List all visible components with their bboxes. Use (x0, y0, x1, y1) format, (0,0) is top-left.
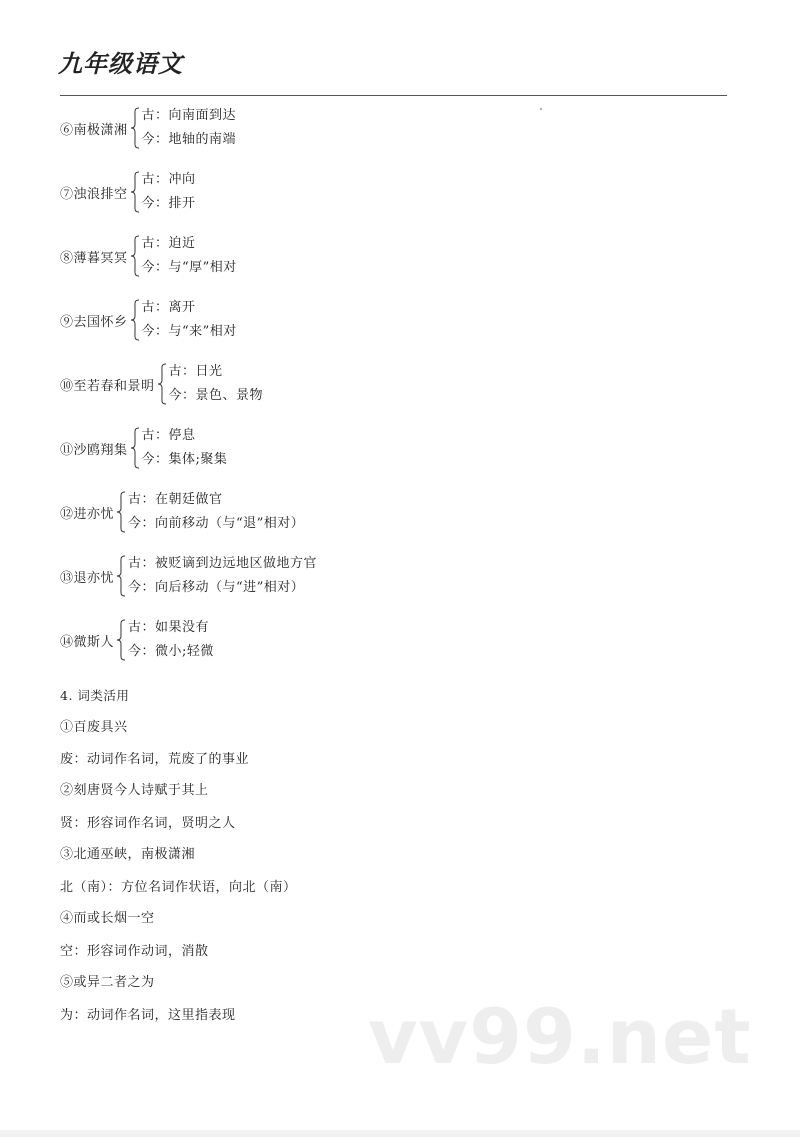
modern-meaning: 今：与“来”相对 (141, 324, 237, 339)
watermark: vv99.net (368, 992, 752, 1081)
modern-meaning: 今：排开 (141, 196, 196, 211)
entry-term: ⑫进亦忧 (60, 506, 115, 522)
modern-meaning: 今：景色、景物 (168, 388, 264, 403)
brace-icon (130, 171, 140, 213)
brace-icon (116, 555, 126, 597)
example-sentence: ①百废具兴 (60, 720, 128, 735)
brace-icon (157, 363, 167, 405)
ancient-meaning: 古：向南面到达 (141, 108, 237, 123)
brace-icon (130, 235, 140, 277)
entry-term: ⑥南极潇湘 (60, 122, 128, 138)
brace-icon (130, 299, 140, 341)
meaning-entry (60, 552, 317, 600)
modern-meaning: 今：与“厚”相对 (141, 260, 237, 275)
ancient-meaning: 古：迫近 (141, 236, 196, 251)
meaning-entry (60, 104, 236, 152)
brace-icon (116, 619, 126, 661)
ancient-meaning: 古：如果没有 (128, 620, 210, 635)
entry-term: ⑨去国怀乡 (60, 314, 128, 330)
meaning-entry (60, 232, 237, 280)
section-title: 4. 词类活用 (60, 688, 130, 703)
usage-explanation: 废：动词作名词，荒废了的事业 (60, 752, 250, 767)
page-header-title: 九年级语文 (58, 50, 183, 78)
modern-meaning: 今：向前移动（与“退”相对） (128, 516, 305, 531)
meaning-entry (60, 616, 214, 664)
entry-term: ⑩至若春和景明 (60, 378, 155, 394)
example-sentence: ②刻唐贤今人诗赋于其上 (60, 783, 209, 798)
stray-mark (540, 108, 542, 110)
entry-term: ⑬退亦忧 (60, 570, 115, 586)
ancient-meaning: 古：在朝廷做官 (128, 492, 223, 507)
meaning-entry (60, 168, 196, 216)
entry-term: ⑦浊浪排空 (60, 186, 128, 202)
meaning-entry (60, 296, 237, 344)
meaning-entry (60, 488, 304, 536)
example-sentence: ④而或长烟一空 (60, 911, 155, 926)
entry-term: ⑧薄暮冥冥 (60, 250, 128, 266)
ancient-meaning: 古：冲向 (141, 172, 196, 187)
example-sentence: ⑤或异二者之为 (60, 975, 155, 990)
modern-meaning: 今：地轴的南端 (141, 132, 237, 147)
modern-meaning: 今：微小;轻微 (128, 644, 214, 659)
example-sentence: ③北通巫峡，南极潇湘 (60, 847, 196, 862)
ancient-meaning: 古：离开 (141, 300, 196, 315)
meaning-entry (60, 360, 263, 408)
ancient-meaning: 古：日光 (168, 364, 223, 379)
usage-explanation: 为：动词作名词，这里指表现 (60, 1008, 236, 1023)
modern-meaning: 今：集体;聚集 (141, 452, 228, 467)
usage-explanation: 空：形容词作动词，消散 (60, 944, 209, 959)
ancient-meaning: 古：被贬谪到边远地区做地方官 (128, 556, 318, 571)
entry-term: ⑪沙鸥翔集 (60, 442, 128, 458)
meaning-entry (60, 424, 227, 472)
usage-explanation: 北（南）：方位名词作状语，向北（南） (60, 880, 297, 895)
entry-term: ⑭微斯人 (60, 634, 115, 650)
header-divider (60, 95, 727, 96)
usage-explanation: 贤：形容词作名词，贤明之人 (60, 816, 236, 831)
modern-meaning: 今：向后移动（与“进”相对） (128, 580, 305, 595)
page-bottom-edge (0, 1130, 800, 1137)
brace-icon (130, 427, 140, 469)
brace-icon (130, 107, 140, 149)
brace-icon (116, 491, 126, 533)
ancient-meaning: 古：停息 (141, 428, 196, 443)
